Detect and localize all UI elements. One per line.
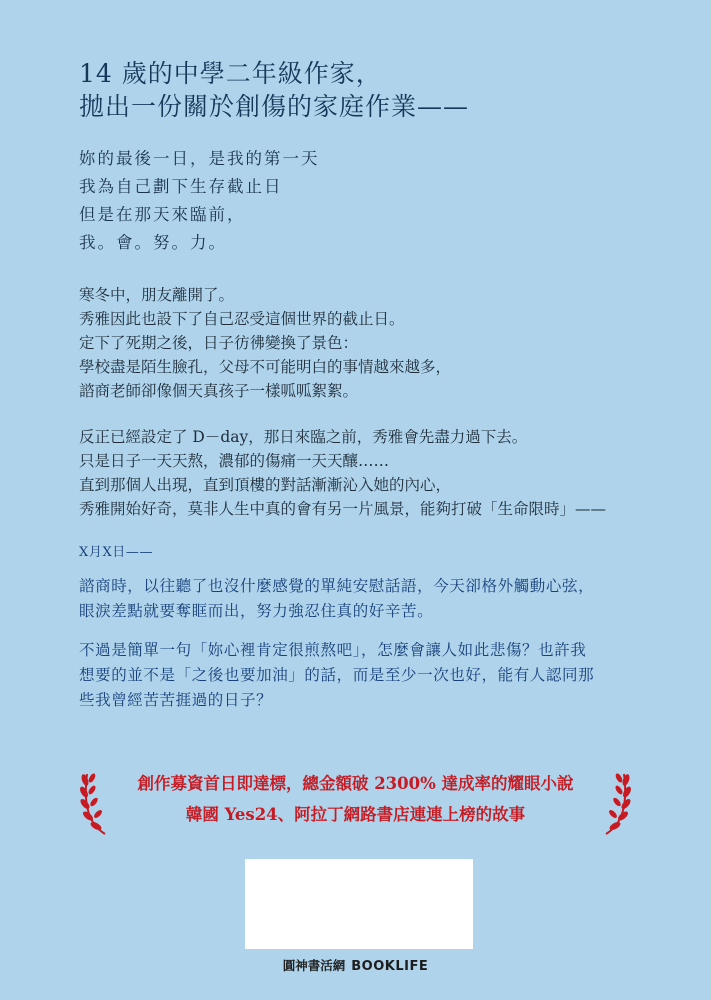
poem: [79, 145, 320, 257]
synopsis-line: 秀雅因此也設下了自己忍受這個世界的截止日。: [79, 310, 405, 328]
publisher-logo: [0, 956, 711, 974]
diary-line: 不過是簡單一句「妳心裡肯定很煎熬吧」，怎麼會讓人如此悲傷？也許我: [79, 641, 587, 659]
diary-date: X月X日——: [79, 545, 154, 560]
barcode-area: [245, 859, 473, 949]
laurel-right-icon: [598, 766, 632, 836]
promo-line-2: 韓國 Yes24、阿拉丁網路書店連連上榜的故事: [185, 805, 526, 824]
headline-line-1: 14 歲的中學二年級作家，: [79, 59, 382, 88]
publisher-brand: BOOKLIFE: [351, 959, 429, 974]
diary-line: 諮商時，以往聽了也沒什麼感覺的單純安慰話語，今天卻格外觸動心弦，: [79, 577, 595, 595]
diary-line: 眼淚差點就要奪眶而出，努力強忍住真的好辛苦。: [79, 602, 434, 620]
poem-line-1: 妳的最後一日，是我的第一天: [79, 149, 320, 168]
synopsis-line: 直到那個人出現，直到頂樓的對話漸漸沁入她的內心，: [79, 476, 452, 494]
headline: [79, 57, 469, 123]
synopsis-line: 定下了死期之後，日子彷彿變換了景色：: [79, 334, 359, 352]
synopsis-line: 學校盡是陌生臉孔，父母不可能明白的事情越來越多，: [79, 358, 452, 376]
diary-paragraph-2: [79, 638, 594, 713]
poem-line-4: 我。會。努。力。: [79, 233, 227, 252]
synopsis-line: 寒冬中，朋友離開了。: [79, 286, 235, 304]
diary-paragraph-1: [79, 574, 594, 624]
synopsis-paragraph-2: [79, 425, 606, 521]
poem-line-2: 我為自己劃下生存截止日: [79, 177, 283, 196]
synopsis-line: 只是日子一天天熬，濃郁的傷痛一天天釀……: [79, 452, 390, 470]
synopsis-line: 諮商老師卻像個天真孩子一樣呱呱絮絮。: [79, 382, 359, 400]
publisher-name: 圓神書活網: [282, 958, 346, 973]
synopsis-paragraph-1: [79, 283, 606, 403]
poem-line-3: 但是在那天來臨前，: [79, 205, 246, 224]
promo-line-1: 創作募資首日即達標，總金額破 2300% 達成率的耀眼小說: [137, 774, 574, 793]
synopsis-line: 反正已經設定了 D－day，那日來臨之前，秀雅會先盡力過下去。: [79, 428, 528, 446]
diary-line: 想要的並不是「之後也要加油」的話，而是至少一次也好，能有人認同那: [79, 666, 595, 684]
synopsis: [79, 283, 606, 543]
headline-line-2: 拋出一份關於創傷的家庭作業——: [79, 92, 470, 121]
synopsis-line: 秀雅開始好奇，莫非人生中真的會有另一片風景，能夠打破「生命限時」——: [79, 500, 607, 518]
diary-excerpt: [79, 541, 594, 727]
diary-line: 些我曾經苦苦捱過的日子？: [79, 691, 273, 709]
